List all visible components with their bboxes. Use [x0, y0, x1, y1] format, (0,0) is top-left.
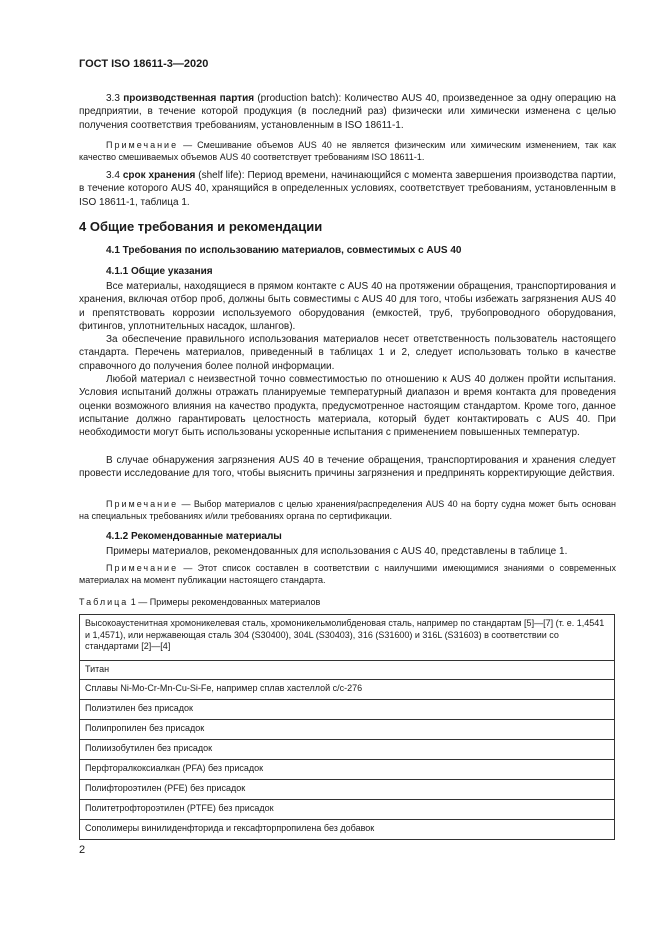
- section-4-1-1-heading: 4.1.1 Общие указания: [106, 266, 213, 277]
- table-row: Сополимеры винилиденфторида и гексафторпропилена без добавок: [80, 819, 614, 839]
- paragraph: В случае обнаружения загрязнения AUS 40 в течение обращения, транспортирования и хранения следует провести исследование для того, чтобы выяснить причины загрязнения и предпринять корректирующие действия.: [79, 455, 616, 480]
- paragraph: Все материалы, находящиеся в прямом контакте с AUS 40 на протяжении обращения, транспортирования и хранения, включая отбор проб, должны быть совместимы с AUS 40 для того, чтобы избежать загрязнения AUS 40 и препятствовать коррозии используемого оборудования (емкостей, труб, трубопроводного оборудования, фитингов, уплотнительных насадок, шлангов).: [79, 281, 616, 332]
- definition: (production batch): Количество AUS 40, произведенное за одну операцию на предприятии, в течение которой продукция (в последний раз) физически или химически изменена с целью получения соответствия требованиям, установленным в ISO 18611-1.: [79, 93, 616, 131]
- definition: (shelf life): Период времени, начинающийся с момента завершения производства партии, в течение которого AUS 40, хранящийся в определенных условиях, соответствует требованиям, установленным в ISO 18611-1, таблица 1.: [79, 170, 616, 208]
- table-row: Перфторалкоксиалкан (PFA) без присадок: [80, 759, 614, 779]
- clause-number: 3.3: [106, 93, 124, 104]
- note-text: — Смешивание объемов AUS 40 не является физическим или химическим изменением, так как качество смешиваемых объемов AUS 40 соответствует требованиям ISO 18611-1.: [79, 140, 616, 162]
- clause-3-3: [79, 92, 616, 132]
- table-row: Полифтороэтилен (PFE) без присадок: [80, 779, 614, 799]
- clause-number: 3.4: [106, 170, 123, 181]
- section-4-heading: 4 Общие требования и рекомендации: [79, 219, 323, 234]
- note-3: [79, 562, 616, 586]
- table-row: Высокоаустенитная хромоникелевая сталь, хромоникельмолибденовая сталь, например по стандартам [5]—[7] (т. е. 1,4541 и 1,4571), или нержавеющая сталь 304 (S30400), 304L (S30403), 316 (S31600) и 316L (S31603) в соответствии со стандартами [2]—[4]: [85, 618, 605, 651]
- table-caption: [79, 597, 320, 607]
- table-row: Политетрофтороэтилен (PTFE) без присадок: [80, 799, 614, 819]
- materials-table: [79, 614, 615, 840]
- clause-3-4: [79, 169, 616, 209]
- table-caption-text: 1 — Примеры рекомендованных материалов: [128, 597, 321, 607]
- term: срок хранения: [122, 170, 196, 181]
- page-number: 2: [79, 844, 86, 856]
- table-caption-label: Таблица: [79, 597, 129, 607]
- paragraph: Примеры материалов, рекомендованных для использования с AUS 40, представлены в таблице 1.: [106, 546, 568, 557]
- table-row: Полиэтилен без присадок: [80, 699, 614, 719]
- paragraph: Любой материал с неизвестной точно совместимостью по отношению к AUS 40 должен пройти испытания. Условия испытаний должны отражать планируемые температурный диапазон и время контакта для проведения оценки возможного влияния на качество продукта, предусмотренное настоящим стандартом. Кроме того, данное испытание должно гарантировать целостность материала, который будет контактировать с AUS 40. При необходимости могут быть использованы ускоренные испытания с применением повышенных температур.: [79, 374, 616, 439]
- note-text: — Выбор материалов с целью хранения/распределения AUS 40 на борту судна может быть основан на специальных требованиях и/или требованиях органа по сертификации.: [79, 499, 616, 521]
- table-row: Сплавы Ni-Mo-Cr-Mn-Cu-Si-Fe, например сплав хастеллой с/с-276: [80, 679, 614, 699]
- note-label: Примечание: [106, 499, 179, 509]
- note-2: [79, 498, 616, 522]
- table-row: Титан: [80, 660, 614, 679]
- document-header: ГОСТ ISO 18611-3—2020: [79, 58, 209, 70]
- note-1: [79, 139, 616, 163]
- paragraph: За обеспечение правильного использования материалов несет ответственность пользователь настоящего стандарта. Перечень материалов, приведенный в таблицах 1 и 2, следует использовать только в качестве справочного до получения более полной информации.: [79, 334, 616, 372]
- table-row: Полиизобутилен без присадок: [80, 739, 614, 759]
- section-4-1-heading: 4.1 Требования по использованию материалов, совместимых с AUS 40: [106, 245, 462, 256]
- note-label: Примечание: [106, 563, 179, 573]
- table-row: Полипропилен без присадок: [80, 719, 614, 739]
- note-text: — Этот список составлен в соответствии с наилучшими имеющимися знаниями о современных материалах на момент публикации настоящего стандарта.: [79, 563, 616, 585]
- note-label: Примечание: [106, 140, 179, 150]
- term: производственная партия: [123, 93, 255, 104]
- section-4-1-2-heading: 4.1.2 Рекомендованные материалы: [106, 531, 282, 542]
